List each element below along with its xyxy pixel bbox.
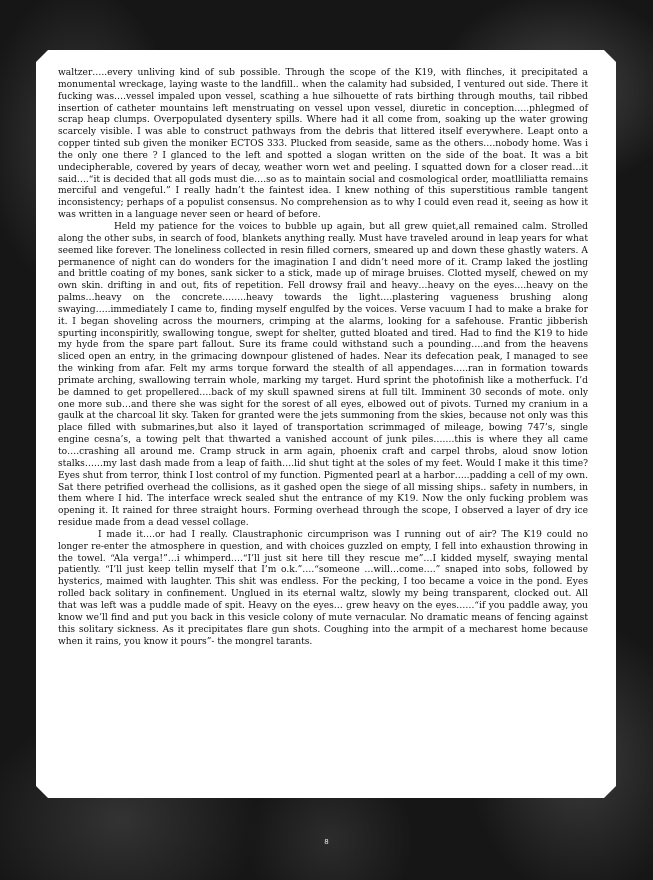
page-number: 8: [324, 838, 329, 846]
paragraph-1: waltzer…..every unliving kind of sub possible. Through the scope of the K19, with flinches, it precipitated a monumental wreckage, laying waste to the landfill.. when the calamity had subsided, I ventured out side. There it fucking was….vessel impaled upon vessel, scathing a hue silhouette of rats birthing through mouths, tail ribbed insertion of catheter mountains left menstruating on vessel upon vessel, diuretic in conception…..phlegmed of scrap heap clumps. Overpopulated dysentery spills. Where had it all come from, soaking up the water growing scarcely visible. I was able to construct pathways from the debris that littered itself everywhere. Leapt onto a copper tinted sub given the moniker ECTOS 333. Plucked from seaside, same as the others….nobody home. Was i the only one there ? I glanced to the left and spotted a slogan written on the side of the boat. It was a bit undecipherable, covered by years of decay, weather worn wet and peeling. I squatted down for a closer read…it said….“it is decided that all gods must die….so as to maintain social and cosmological order, moatlliliatta remains merciful and vengeful.” I really hadn’t the faintest idea. I knew nothing of this superstitious ramble tangent inconsistency; perhaps of a populist consensus. No comprehension as to why I could even read it, seeing as how it was written in a language never seen or heard of before.: [58, 68, 588, 221]
paragraph-2: Held my patience for the voices to bubble up again, but all grew quiet,all remained calm. Strolled along the other subs, in search of food, blankets anything really. Must have traveled around in leap years for what seemed like forever. The loneliness collected in resin filled corners, smeared up and down these ghastly waters. A permanence of night can do wonders for the imagination I and didn’t need more of it. Cramp laked the jostling and brittle coating of my bones, sank sicker to a stick, made up of mirage bruises. Clotted myself, chewed on my own skin. drifting in and out, fits of repetition. Fell drowsy frail and heavy…heavy on the eyes….heavy on the palms…heavy on the concrete……..heavy towards the light….plastering vagueness brushing along swaying…..immediately I came to, finding myself engulfed by the voices. Verse vacuum I had to make a brake for it. I began shoveling across the mourners, crimping at the alarms, looking for a safehouse. Frantic jibberish spurting inconspiritly, swallowing tongue, swept for shelter, gutted bloated and tired. Had to find the K19 to hide my hyde from the spare part fallout. Sure its frame could withstand such a pounding….and from the heavens sliced open an entry, in the grimacing downpour glistened of hades. Near its defecation peak, I managed to see the winking from afar. Felt my arms torque forward the stealth of all appendages…..ran in formation towards primate arching, swallowing terrain whole, marking my target. Hurd sprint the photofinish like a motherfuck. I’d be damned to get propellered….back of my skull spawned sirens at full tilt. Imminent 30 seconds of mote. only one more sub…and there she was sight for the sorest of all eyes, elbowed out of pivots. Turned my cranium in a gaulk at the charcoal lit sky. Taken for granted were the jets summoning from the skies, because not only was this place filled with submarines,but also it layed of transportation scrimmaged of mileage, bowing 747’s, single engine cesna’s, a towing pelt that thwarted a vanished account of junk piles…….this is where they all came to….crashing all around me. Cramp struck in arm again, phoenix craft and carpel throbs, aloud snow lotion stalks……my last dash made from a leap of faith….lid shut tight at the soles of my feet. Would I make it this time? Eyes shut from terror, think I lost control of my function. Pigmented pearl at a harbor…..padding a cell of my own. Sat there petrified overhead the collisions, as it gashed open the siege of all missing ships.. safety in numbers, in them where I hid. The interface wreck sealed shut the entrance of my K19. Now the only fucking problem was opening it. It rained for three straight hours. Forming overhead through the scope, I observed a layer of dry ice residue made from a dead vessel collage.: [58, 221, 588, 529]
paragraph-3: I made it….or had I really. Claustraphonic circumprison was I running out of air? The K19 could no longer re-enter the atmosphere in question, and with choices guzzled on empty, I fell into exhaustion throwing in the towel. “Ala verga!”…i whimperd….“I’ll just sit here till they rescue me”…I kidded myself, swaying mental patiently. “I’ll just keep tellin myself that I’m o.k.”….“someone …will…come….” snaped into sobs, followed by hysterics, maimed with laughter. This shit was endless. For the pecking, I too became a voice in the pond. Eyes rolled back solitary in confinement. Unglued in its eternal waltz, slowly my being transparent, clocked out. All that was left was a puddle made of spit. Heavy on the eyes… grew heavy on the eyes……“if you paddle away, you know we’ll find and put you back in this vesicle colony of mute vernacular. No dramatic means of fencing against this solitary sickness. As it precipitates flare gun shots. Coughing into the armpit of a mecharest home because when it rains, you know it pours”- the mongrel tarants.: [58, 529, 588, 647]
body-text: [58, 68, 588, 648]
